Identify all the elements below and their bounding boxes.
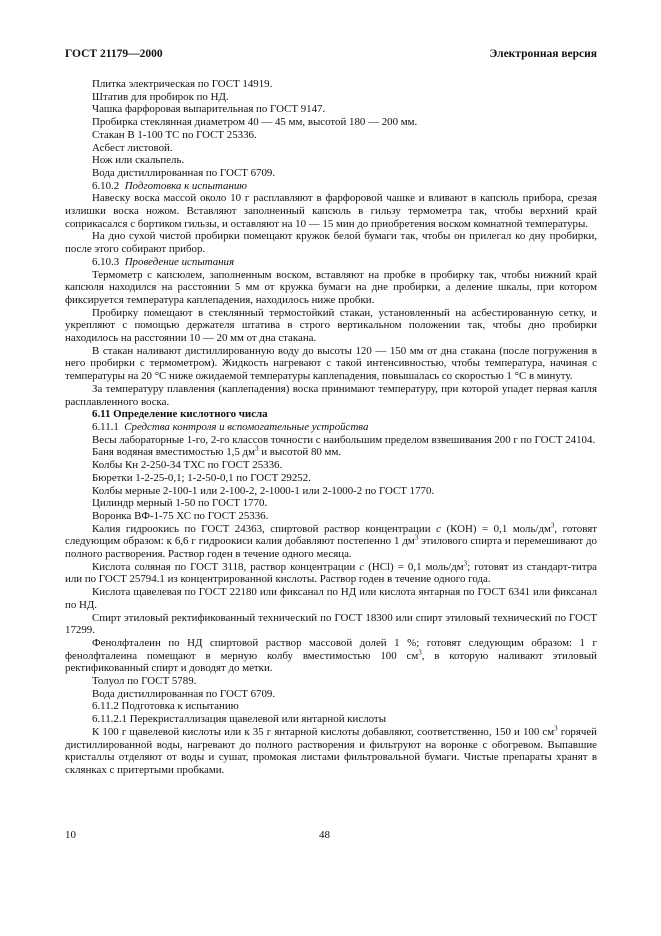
page-number-center: 48 xyxy=(319,829,330,841)
paragraph: В стакан наливают дистиллированную воду до высоты 120 — 150 мм от дна стакана (после погружения в него пробирки с термометром). Жидкость нагревают с такой интенсивностью, чтобы температура, начиная с температуры на 20 °С ниже ожидаемой температуры каплепадения, повышалась со скоростью 1 °С в минуту. xyxy=(65,344,597,383)
edition-label: Электронная версия xyxy=(489,48,597,60)
paragraph: Спирт этиловый ректификованный технический по ГОСТ 18300 или спирт этиловый технический по ГОСТ 17299. xyxy=(65,611,597,637)
subsection-number: 6.10.2 xyxy=(92,179,120,192)
equipment-line: Штатив для пробирок по НД. xyxy=(92,90,229,103)
paragraph: Кислота щавелевая по ГОСТ 22180 или фиксанал по НД или кислота янтарная по ГОСТ 6341 или фиксанал по НД. xyxy=(65,586,597,611)
equipment-line: Пробирка стеклянная диаметром 40 — 45 мм, высотой 180 — 200 мм. xyxy=(92,116,418,129)
page-number-left: 10 xyxy=(65,829,76,841)
subsection-heading xyxy=(65,256,597,269)
page-header xyxy=(65,48,597,64)
equipment-line: Баня водяная вместимостью 1,5 $дм^3$ и высотой 80 мм. xyxy=(92,444,342,459)
equipment-line: Плитка электрическая по ГОСТ 14919. xyxy=(92,78,273,90)
subsection-heading xyxy=(65,421,597,434)
subsection-title: Проведение испытания xyxy=(124,255,235,268)
equipment-line: Воронка ВФ-1-75 ХС по ГОСТ 25336. xyxy=(92,509,269,522)
paragraph: Фенолфталеин по НД спиртовой раствор массовой долей 1 %; готовят следующим образом: 1 г фенолфталеина помещают в мерную колбу вместимостью 100 $см^3$, в которую наливают этиловый ректификованный спирт и доводят до метки. xyxy=(65,636,597,675)
equipment-line: Вода дистиллированная по ГОСТ 6709. xyxy=(92,687,276,700)
equipment-line: Стакан В 1-100 ТС по ГОСТ 25336. xyxy=(92,128,257,141)
subsection-number: 6.10.3 xyxy=(92,255,120,268)
paragraph: За температуру плавления (каплепадения) воска принимают температуру, при которой упадет первая капля расплавленного воска. xyxy=(65,382,597,408)
equipment-line: Бюретки 1-2-25-0,1; 1-2-50-0,1 по ГОСТ 29252. xyxy=(92,471,311,484)
paragraph: Термометр с капсюлем, заполненным воском, вставляют на пробке в пробирку так, чтобы нижний край капсюля находился на расстоянии 5 мм от кружка бумаги на дне пробирки, а деление шкалы, при котором фиксируется температура каплепадения, находилось ниже пробки. xyxy=(65,268,597,306)
paragraph: На дно сухой чистой пробирки помещают кружок белой бумаги так, чтобы он прилегал ко дну пробирки, после этого собирают прибор. xyxy=(65,230,597,256)
subsection-heading: 6.11.2.1 Перекристаллизация щавелевой или янтарной кислоты xyxy=(92,713,387,726)
equipment-line: Колбы Кн 2-250-34 ТХС по ГОСТ 25336. xyxy=(92,459,283,472)
subsection-title: Средства контроля и вспомогательные устройства xyxy=(124,420,369,433)
paragraph: Весы лабораторные 1-го, 2-го классов точности с наибольшим пределом взвешивания 200 г по ГОСТ 24104. xyxy=(92,433,596,446)
equipment-line: Вода дистиллированная по ГОСТ 6709. xyxy=(92,166,276,179)
paragraph: Кислота соляная по ГОСТ 3118, раствор концентрации с (HCl) = 0,1 моль/$дм^3$; готовят из стандарт-титра или по ГОСТ 25794.1 из концентрированной кислоты. Раствор годен в течение одного года. xyxy=(65,559,598,586)
document-code: ГОСТ 21179—2000 xyxy=(65,48,163,60)
paragraph: Калия гидроокись по ГОСТ 24363, спиртовой раствор концентрации с (КОН) = 0,1 моль/$дм^3$, готовят следующим образом: к 6,6 г гидроокиси калия добавляют постепенно 1 $дм^3$ этилового спирта и перемешивают до полного растворения. Раствор годен в течение одного месяца. xyxy=(65,520,597,561)
equipment-line: Асбест листовой. xyxy=(92,141,173,154)
subsection-title: Подготовка к испытанию xyxy=(124,179,247,192)
equipment-line: Нож или скальпель. xyxy=(92,154,185,167)
subsection-heading: 6.11.2 Подготовка к испытанию xyxy=(92,700,239,713)
document-body xyxy=(65,78,597,777)
paragraph: Навеску воска массой около 10 г расплавляют в фарфоровой чашке и вливают в капсюль прибора, срезая излишки воска ножом. Вставляют заполненный капсюль в гильзу термометра так, чтобы верхний край соприкасался с бортиком гильзы, и оставляют на 10 — 15 мин до приобретения воском комнатной температуры. xyxy=(65,192,597,230)
subsection-number: 6.11.1 xyxy=(92,420,119,433)
equipment-line: Цилиндр мерный 1-50 по ГОСТ 1770. xyxy=(92,497,268,510)
paragraph: Пробирку помещают в стеклянный термостойкий стакан, установленный на асбестированную сетку, и укрепляют с помощью держателя штатива в строго вертикальном положении так, чтобы дно пробирки находилось на расстоянии 10 — 20 мм от дна стакана. xyxy=(65,306,597,345)
paragraph: К 100 г щавелевой кислоты или к 35 г янтарной кислоты добавляют, соответственно, 150 и 100 $см^3$ горячей дистиллированной воды, нагревают до полного растворения и фильтруют на воронке с обогревом. Выпавшие кристаллы отделяют от воды и сушат, промокая листами фильтровальной бумаги. Чистые препараты хранят в склянках с притертыми пробками. xyxy=(65,724,597,776)
equipment-line: Чашка фарфоровая выпарительная по ГОСТ 9147. xyxy=(92,103,326,116)
section-heading: 6.11 Определение кислотного числа xyxy=(92,408,268,421)
equipment-line: Толуол по ГОСТ 5789. xyxy=(92,675,197,688)
subsection-heading xyxy=(65,180,597,193)
equipment-line: Колбы мерные 2-100-1 или 2-100-2, 2-1000-1 или 2-1000-2 по ГОСТ 1770. xyxy=(92,484,435,497)
